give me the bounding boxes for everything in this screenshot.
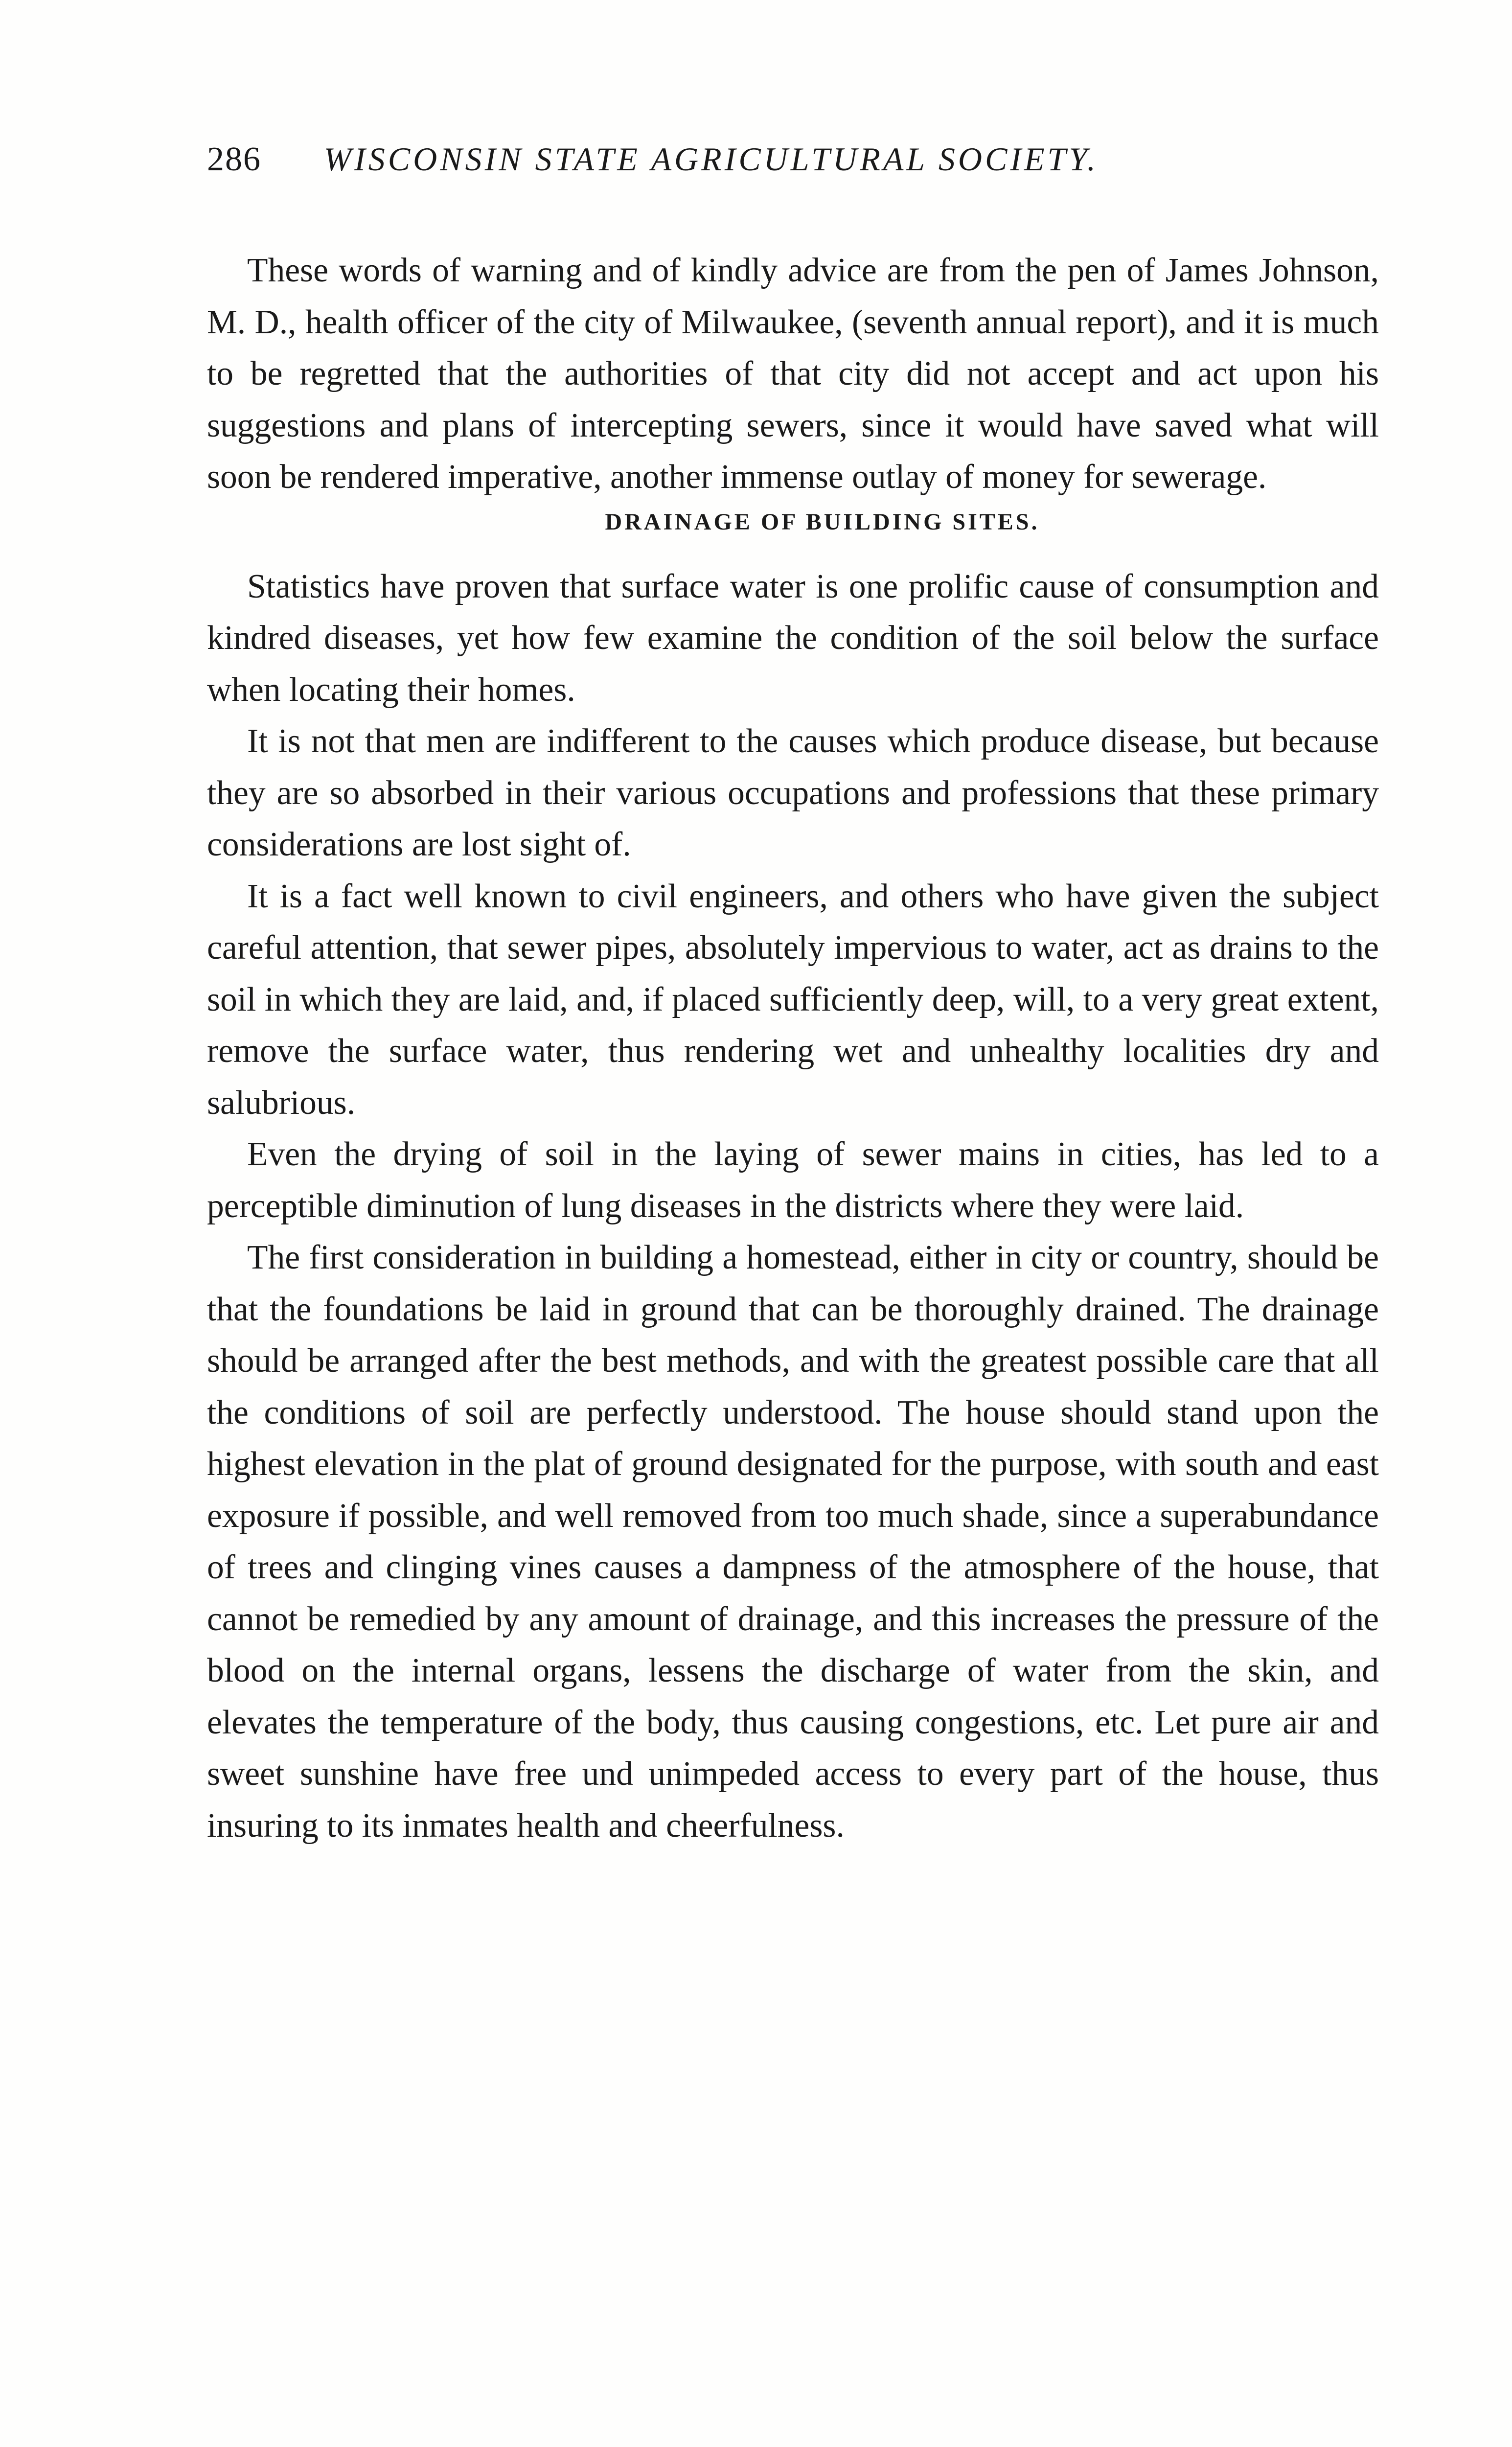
running-head: WISCONSIN STATE AGRICULTURAL SOCIETY. (323, 140, 1099, 178)
heading-spacer (207, 541, 1379, 561)
paragraph-statistics: Statistics have proven that surface water is one prolific cause of consumption and kindred diseases, yet how few examine the condition of the soil below the surface when locating their homes. (207, 567, 1379, 709)
paragraph-homestead: The first consideration in building a homestead, either in city or country, should be that the foundations be laid in ground that can be thoroughly drained. The drainage should be arranged after the best methods, and with the greatest possible care that all the conditions of soil are perfectly understood. The house should stand upon the highest elevation in the plat of ground designated for the purpose, with south and east exposure if possible, and well removed from too much shade, since a superabundance of trees and clinging vines causes a dampness of the atmosphere of the house, that cannot be remedied by any amount of drainage, and this increases the pressure of the blood on the internal organs, lessens the discharge of water from the skin, and elevates the temperature of the body, thus causing congestions, etc. Let pure air and sweet sunshine have free und unimpeded access to every part of the house, thus insuring to its inmates health and cheerfulness. (207, 1239, 1379, 1845)
section-heading: DRAINAGE OF BUILDING SITES. (605, 508, 1040, 535)
page-header (207, 132, 1430, 186)
paragraph-drying-soil: Even the drying of soil in the laying of sewer mains in cities, has led to a perceptible diminution of lung diseases in the districts where they were laid. (207, 1135, 1379, 1225)
body-text (207, 245, 1379, 1851)
paragraph-indifferent: It is not that men are indifferent to the causes which produce disease, but because they are so absorbed in their various occupations and professions that these primary considerations are lost sight of. (207, 722, 1379, 863)
paragraph-warning: These words of warning and of kindly advice are from the pen of James Johnson, M. D., health officer of the city of Milwaukee, (seventh annual report), and it is much to be regretted that the authorities of that city did not accept and act upon his suggestions and plans of intercepting sewers, since it would have saved what will soon be rendered imperative, another immense outlay of money for sewerage. (207, 252, 1379, 496)
page-number: 286 (207, 140, 261, 178)
paragraph-sewer-pipes: It is a fact well known to civil engineers, and others who have given the subject careful attention, that sewer pipes, absolutely impervious to water, act as drains to the soil in which they are laid, and, if placed sufficiently deep, will, to a very great extent, remove the surface water, thus rendering wet and unhealthy localities dry and salubrious. (207, 877, 1379, 1122)
